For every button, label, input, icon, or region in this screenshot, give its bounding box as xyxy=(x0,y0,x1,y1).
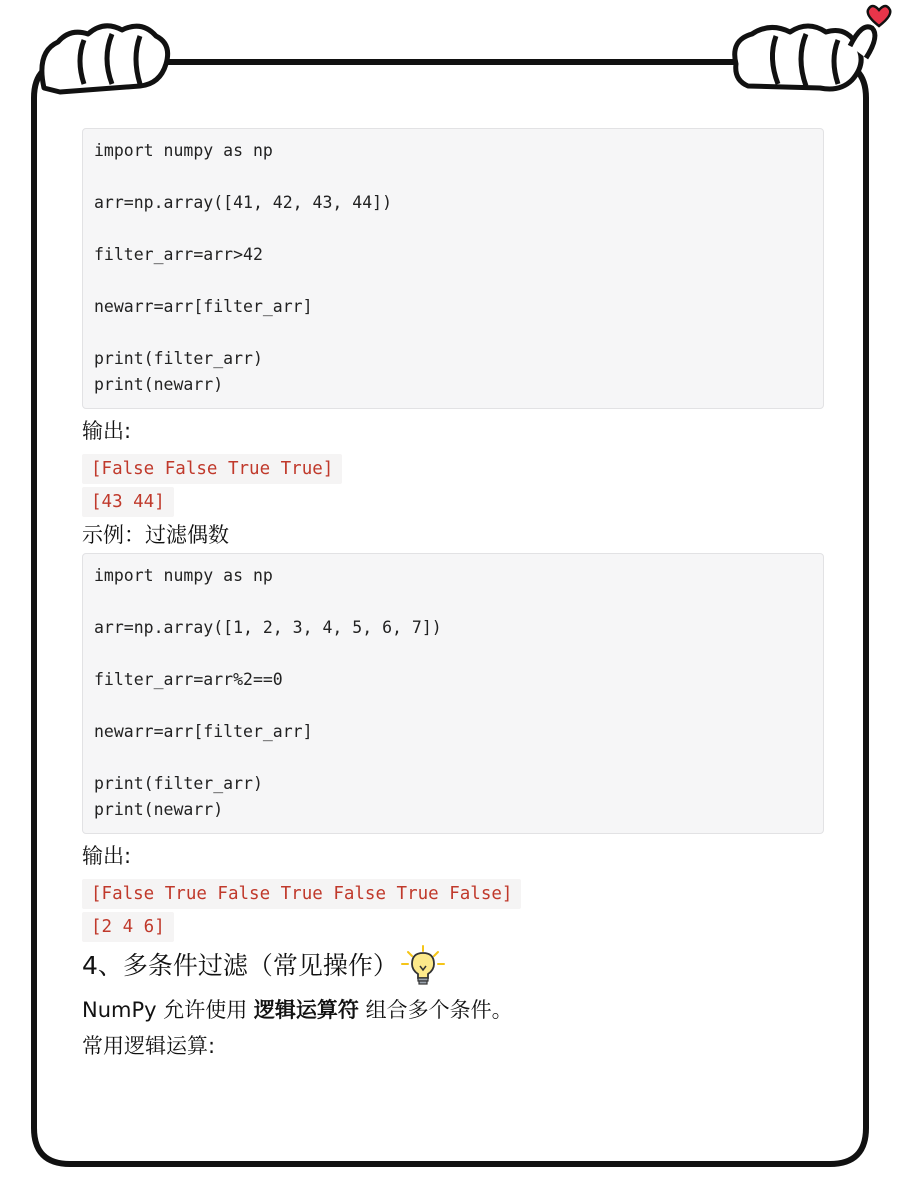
code-line xyxy=(94,320,812,346)
code-line xyxy=(94,268,812,294)
heart-icon xyxy=(868,6,891,26)
code-line xyxy=(94,589,812,615)
code-line: newarr=arr[filter_arr] xyxy=(94,297,313,316)
code-line: import numpy as np xyxy=(94,141,273,160)
output-line-2: [43 44] xyxy=(82,487,174,517)
code-line: import numpy as np xyxy=(94,566,273,585)
code-line: newarr=arr[filter_arr] xyxy=(94,722,313,741)
code-line: filter_arr=arr%2==0 xyxy=(94,670,283,689)
left-hand-icon xyxy=(42,26,168,92)
code-line: print(newarr) xyxy=(94,800,224,819)
section-title: 4、多条件过滤（常见操作） xyxy=(82,951,398,980)
output-label-2: 输出: xyxy=(82,844,132,868)
output-line-3: [False True False True False True False] xyxy=(82,879,521,909)
para-prefix: NumPy 允许使用 xyxy=(82,998,254,1022)
code-block-1[interactable] xyxy=(82,128,824,409)
code-line xyxy=(94,745,812,771)
example-label: 示例：过滤偶数 xyxy=(82,523,229,547)
code-line: arr=np.array([1, 2, 3, 4, 5, 6, 7]) xyxy=(94,618,442,637)
section-heading-4 xyxy=(82,944,824,988)
output-line-1: [False False True True] xyxy=(82,454,342,484)
right-hand-icon xyxy=(735,26,875,89)
code-block-2[interactable] xyxy=(82,553,824,834)
para-suffix: 组合多个条件。 xyxy=(358,998,513,1022)
output-line-4: [2 4 6] xyxy=(82,912,174,942)
code-line: print(filter_arr) xyxy=(94,774,263,793)
para-bold-term: 逻辑运算符 xyxy=(253,998,359,1022)
code-line xyxy=(94,693,812,719)
code-line: print(filter_arr) xyxy=(94,349,263,368)
document-body xyxy=(82,128,824,1060)
code-line: print(newarr) xyxy=(94,375,224,394)
lightbulb-icon xyxy=(400,944,446,988)
code-line: arr=np.array([41, 42, 43, 44]) xyxy=(94,193,393,212)
code-line: filter_arr=arr>42 xyxy=(94,245,263,264)
code-line xyxy=(94,164,812,190)
paragraph-logic-operators xyxy=(82,996,824,1024)
code-line xyxy=(94,641,812,667)
paragraph-common-ops: 常用逻辑运算: xyxy=(82,1034,216,1058)
code-line xyxy=(94,216,812,242)
output-label-1: 输出: xyxy=(82,419,132,443)
